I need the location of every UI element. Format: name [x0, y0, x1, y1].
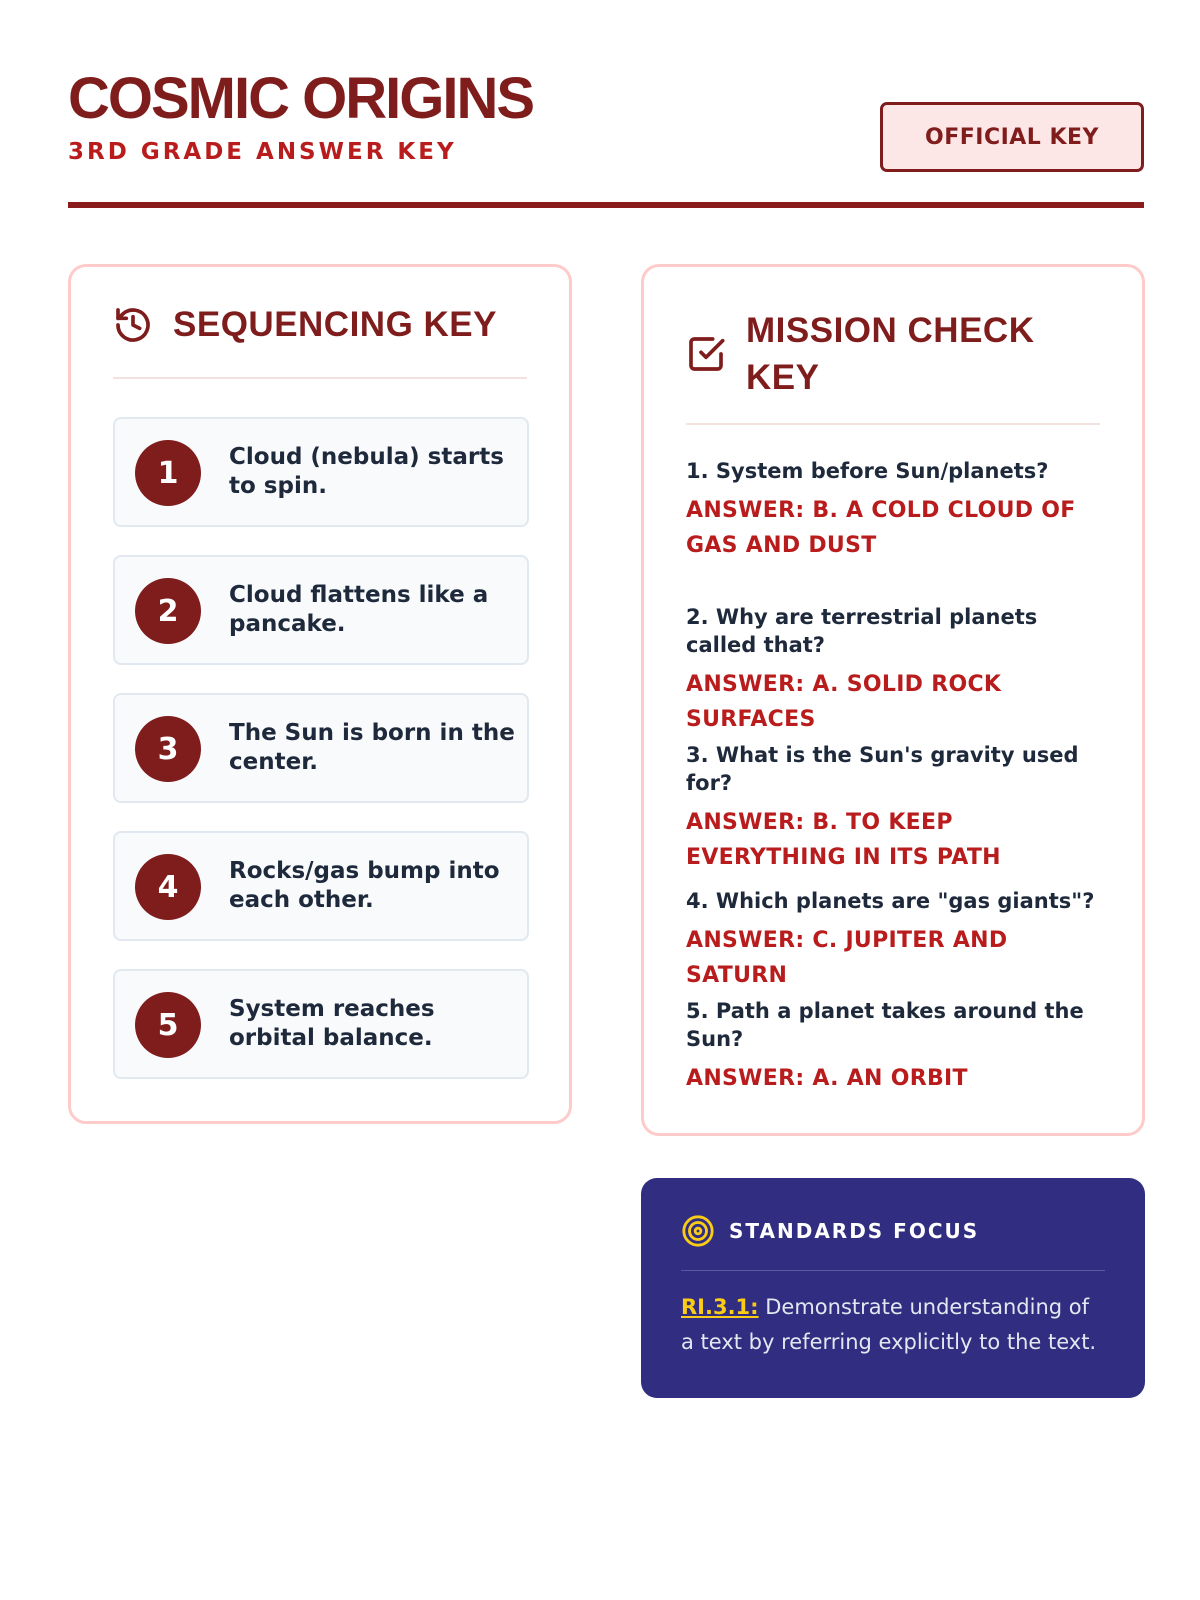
- page-subtitle: 3RD GRADE ANSWER KEY: [68, 139, 457, 165]
- step-number-badge: 3: [135, 716, 201, 782]
- question-answer: [686, 741, 1106, 875]
- official-key-badge: OFFICIAL KEY: [880, 102, 1144, 172]
- header-divider: [68, 202, 1144, 208]
- standards-focus-header: [681, 1214, 979, 1248]
- standards-focus-divider: [681, 1270, 1105, 1271]
- standards-focus-text: [681, 1290, 1101, 1360]
- page-title: COSMIC ORIGINS: [68, 66, 534, 131]
- answer-text: ANSWER: B. TO KEEP EVERYTHING IN ITS PATH: [686, 810, 1001, 870]
- question-text: 2. Why are terrestrial planets called that?: [686, 605, 1038, 657]
- step-text: Cloud (nebula) starts to spin.: [229, 444, 504, 499]
- sequencing-key-title: SEQUENCING KEY: [173, 305, 497, 344]
- question-text: 5. Path a planet takes around the Sun?: [686, 999, 1084, 1051]
- step-number-badge: 4: [135, 854, 201, 920]
- question-answer: [686, 887, 1106, 993]
- answer-text: ANSWER: A. SOLID ROCK SURFACES: [686, 672, 1002, 732]
- step-text: Cloud flattens like a pancake.: [229, 582, 489, 637]
- sequence-step: [113, 969, 529, 1079]
- standards-focus-title: STANDARDS FOCUS: [729, 1219, 980, 1243]
- question-answer: [686, 457, 1106, 563]
- step-number-badge: 2: [135, 578, 201, 644]
- question-text: 4. Which planets are "gas giants"?: [686, 889, 1095, 913]
- answer-text: ANSWER: A. AN ORBIT: [686, 1066, 968, 1091]
- mission-check-key-title: MISSION CHECK KEY: [746, 311, 1035, 397]
- sequence-step: [113, 417, 529, 527]
- step-number-badge: 5: [135, 992, 201, 1058]
- answer-text: ANSWER: C. JUPITER AND SATURN: [686, 928, 1008, 988]
- sequence-step: [113, 831, 529, 941]
- sequencing-key-card: [68, 264, 572, 1124]
- checkbox-icon: [686, 334, 726, 374]
- standard-description: Demonstrate understanding of a text by referring explicitly to the text.: [681, 1295, 1097, 1354]
- standards-focus-panel: [641, 1178, 1145, 1398]
- mission-check-key-card: [641, 264, 1145, 1136]
- answer-text: ANSWER: B. A COLD CLOUD OF GAS AND DUST: [686, 498, 1076, 558]
- step-text: The Sun is born in the center.: [229, 720, 515, 775]
- sequence-step: [113, 693, 529, 803]
- page-header: [68, 66, 1144, 206]
- question-answer: [686, 603, 1106, 737]
- step-number-badge: 1: [135, 440, 201, 506]
- target-icon: [681, 1214, 715, 1248]
- standard-code: RI.3.1:: [681, 1295, 759, 1319]
- question-answer: [686, 997, 1106, 1096]
- sequencing-key-header: [113, 301, 527, 348]
- question-text: 3. What is the Sun's gravity used for?: [686, 743, 1079, 795]
- sequencing-key-divider: [113, 377, 527, 379]
- sequence-step: [113, 555, 529, 665]
- step-text: Rocks/gas bump into each other.: [229, 858, 500, 913]
- mission-check-key-divider: [686, 423, 1100, 425]
- step-text: System reaches orbital balance.: [229, 996, 435, 1051]
- mission-check-key-header: [686, 307, 1100, 401]
- question-text: 1. System before Sun/planets?: [686, 459, 1049, 483]
- history-icon: [113, 305, 153, 345]
